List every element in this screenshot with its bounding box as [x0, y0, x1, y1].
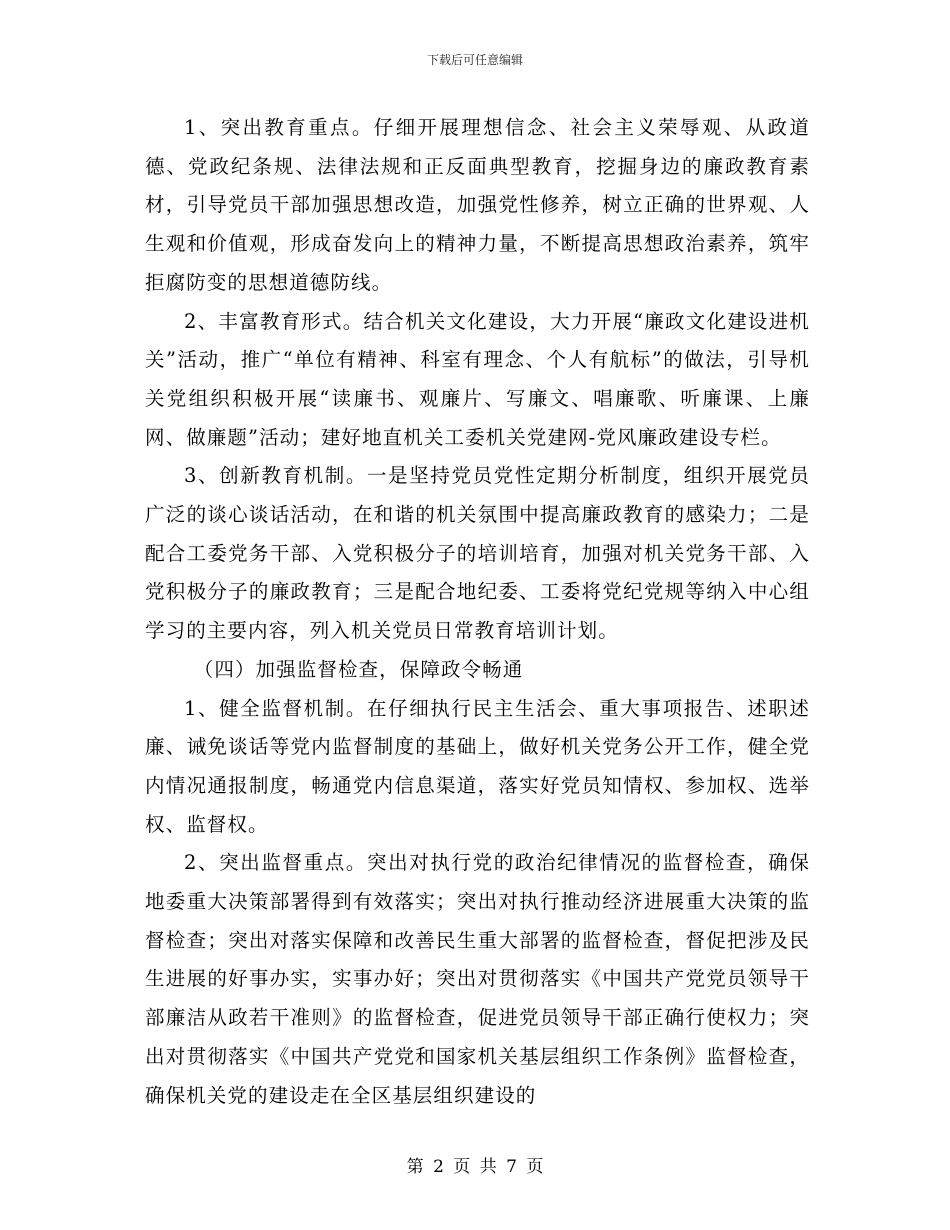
page-header: 下载后可任意编辑 [426, 53, 523, 67]
paragraph-education-focus: 1、突出教育重点。仔细开展理想信念、社会主义荣辱观、从政道德、党政纪条规、法律法规和正反面典型教育，挖掘身边的廉政教育素材，引导党员干部加强思想改造，加强党性修养，树立正确的世界观、人生观和价值观，形成奋发向上的精神力量，不断提高思想政治素养，筑牢拒腐防变的思想道德防线。 [145, 116, 810, 294]
page-number-footer: 第 2 页 共 7 页 [406, 1157, 544, 1177]
document-body [145, 109, 810, 1115]
paragraph-education-forms: 2、丰富教育形式。结合机关文化建设，大力开展“廉政文化建设进机关”活动，推广“单位有精神、科室有理念、个人有航标”的做法，引导机关党组织积极开展“读廉书、观廉片、写廉文、唱廉歌、听廉课、上廉网、做廉题”活动；建好地直机关工委机关党建网-党风廉政建设专栏。 [145, 309, 810, 449]
paragraph-supervision-focus: 2、突出监督重点。突出对执行党的政治纪律情况的监督检查，确保地委重大决策部署得到有效落实；突出对执行推动经济进展重大决策的监督检查；突出对落实保障和改善民生重大部署的监督检查，督促把涉及民生进展的好事办实，实事办好；突出对贯彻落实《中国共产党党员领导干部廉洁从政若干准则》的监督检查，促进党员领导干部正确行使权力；突出对贯彻落实《中国共产党党和国家机关基层组织工作条例》监督检查，确保机关党的建设走在全区基层组织建设的 [145, 851, 810, 1107]
paragraph-education-mechanism: 3、创新教育机制。一是坚持党员党性定期分析制度，组织开展党员广泛的谈心谈话活动，在和谐的机关氛围中提高廉政教育的感染力；二是配合工委党务干部、入党积极分子的培训培育，加强对机关党务干部、入党积极分子的廉政教育；三是配合地纪委、工委将党纪党规等纳入中心组学习的主要内容，列入机关党员日常教育培训计划。 [145, 464, 810, 643]
section-heading-supervision: （四）加强监督检查，保障政令畅通 [193, 657, 524, 681]
paragraph-supervision-mechanism: 1、健全监督机制。在仔细执行民主生活会、重大事项报告、述职述廉、诫免谈话等党内监督制度的基础上，做好机关党务公开工作，健全党内情况通报制度，畅通党内信息渠道，落实好党员知情权、参加权、选举权、监督权。 [145, 696, 810, 836]
